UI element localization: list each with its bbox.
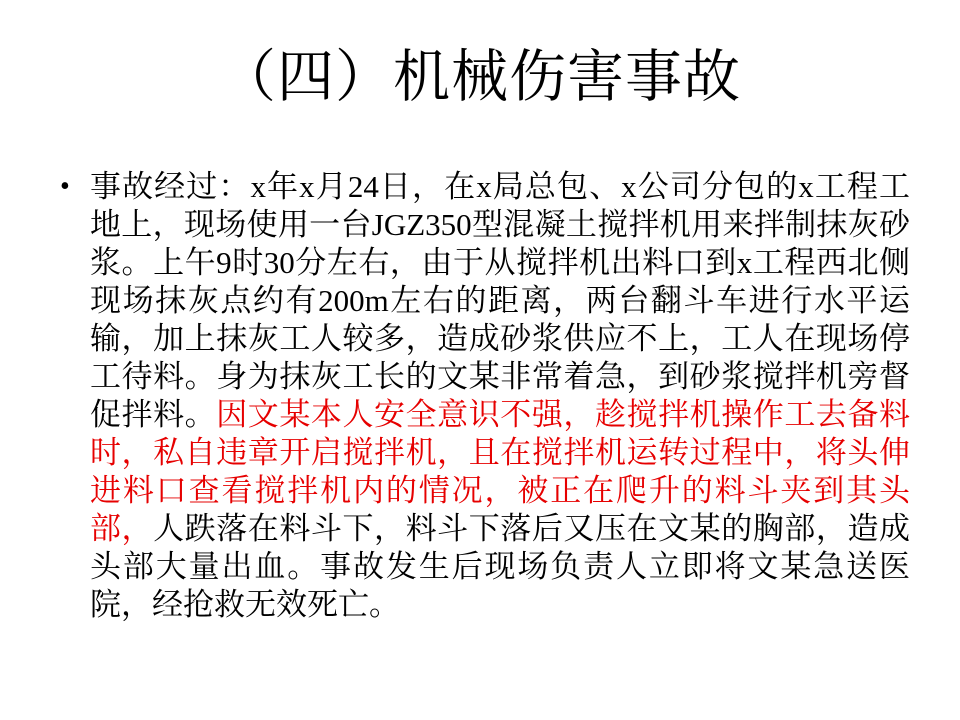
- violation-highlight-text: 因文某本人安全意识不强，趁搅拌机操作工去备料时，私自违章开启搅拌机，且在搅拌机运转过程中，将头伸进料口查看搅拌机内的情况，被正在爬升的料斗夹到其头部，: [90, 397, 911, 547]
- accident-consequence-text: 人跌落在料斗下，料斗下落后又压在文某的胸部，造成头部大量出血。事故发生后现场负责人立即将文某急送医院，经抢救无效死亡。: [90, 511, 911, 623]
- bullet-marker: •: [60, 171, 70, 203]
- slide-body: [58, 168, 910, 624]
- bullet-item: [58, 168, 910, 624]
- slide-title: （四）机械伤害事故: [219, 46, 741, 109]
- accident-description-text: 事故经过：x年x月24日，在x局总包、x公司分包的x工程工地上，现场使用一台JGZ350型混凝土搅拌机用来拌制抹灰砂浆。上午9时30分左右，由于从搅拌机出料口到x工程西北侧现场抹灰点约有200m左右的距离，两台翻斗车进行水平运输，加上抹灰工人较多，造成砂浆供应不上，工人在现场停工待料。身为抹灰工长的文某非常着急，到砂浆搅拌机旁督促拌料。: [90, 169, 910, 433]
